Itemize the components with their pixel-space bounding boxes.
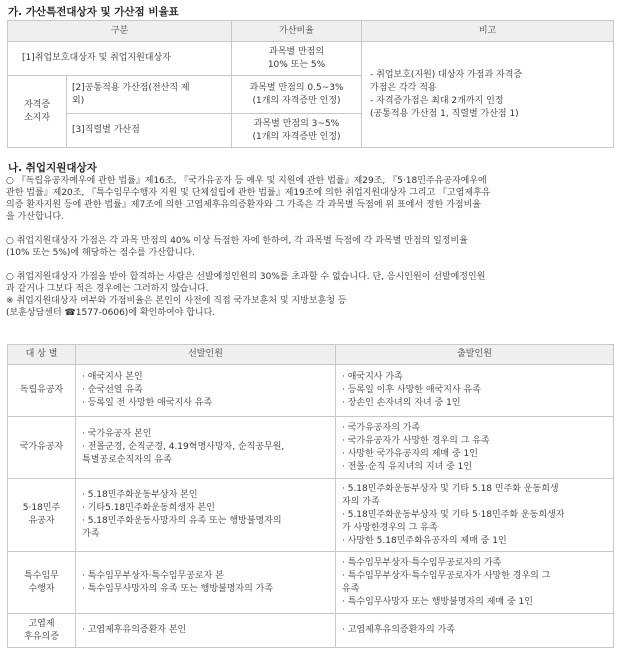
row-common-bonus-label: [2]공통적용 가산점(전산직 제 외) (67, 76, 232, 114)
paragraph-line: 의증 환자지원 등에 관한 법률』제7조에 의한 고엽제후유의증환자와 그 가족은 각 과목별 득점에 위 표에서 정한 가점비율 (6, 200, 481, 210)
paragraph-line: 관한 법률』제20조, 『특수임무수행자 지원 및 단체설립에 관한 법률』제19조에 의한 취업지원대상자 그리고 『고엽제후유 (6, 188, 491, 198)
header-note: 비고 (362, 21, 614, 42)
paragraph-spacer (6, 223, 612, 235)
paragraph-line: (보훈상담센터 ☎1577-0606)에 확인하여야 합니다. (6, 308, 216, 318)
row-selected-cell: · 고엽제후유의증환자 본인 (76, 614, 336, 648)
row-label: 국가유공자 (8, 417, 76, 479)
row-origin-cell: · 5.18민주화운동부상자 및 기타 5.18 민주화 운동희생 자의 가족 · 5.18민주화운동부상자 및 기타 5·18민주화 운동희생자 가 사망한경우의 그 유족 · 사망한 5.18민주화유공자의 제매 중 1인 (336, 479, 614, 552)
header-selected: 선발인원 (76, 345, 336, 365)
bonus-ratio-table (7, 20, 614, 148)
header-target: 대 상 별 (8, 345, 76, 365)
bonus-note: - 취업보호(지원) 대상자 가점과 자격증 가점은 각각 적용 - 자격증가점은 최대 2개까지 인정 (공통적용 가산점 1, 직렬별 가산점 1) (362, 42, 614, 148)
paragraph-line: ※ 취업지원대상자 여부와 가점비율은 본인이 사전에 직접 국가보훈처 및 지방보훈청 등 (6, 296, 347, 306)
row-selected-cell: · 국가유공자 본인 · 전몰군경, 순직군경, 4.19혁명사망자, 순직공무원, 특별공로순직자의 유족 (76, 417, 336, 479)
table-row (8, 365, 614, 417)
row-employment-protection-label: [1]취업보호대상자 및 취업지원대상자 (8, 42, 232, 76)
paragraph-line: 을 가산합니다. (6, 212, 64, 222)
row-origin-cell: · 특수임무부상자·특수임무공로자의 가족 · 특수임무부상자·특수임무공로자가 사망한 경우의 그 유족 · 특수임무사망자 또는 행방불명자의 제매 중 1인 (336, 552, 614, 614)
section-a-title: 가. 가산특전대상자 및 가산점 비율표 (8, 6, 179, 18)
header-ratio: 가산비율 (232, 21, 362, 42)
row-common-bonus-ratio: 과목별 만점의 0.5~3% (1개의 자격증만 인정) (232, 76, 362, 114)
row-selected-cell: · 특수임무부상자·특수임무공로자 본 · 특수임무사망자의 유족 또는 행방불명자의 가족 (76, 552, 336, 614)
header-category: 구분 (8, 21, 232, 42)
row-origin-cell: · 국가유공자의 가족 · 국가유공자가 사망한 경우의 그 유족 · 사망한 국가유공자의 제매 중 1인 · 전몰·순직 유지녀의 지녀 중 1인 (336, 417, 614, 479)
section-b-title: 나. 취업지원대상자 (8, 162, 97, 174)
section-b-paragraphs (6, 175, 612, 319)
row-employment-protection-ratio: 과목별 만점의 10% 또는 5% (232, 42, 362, 76)
paragraph-line: ○ 취업지원대상자 가점을 받아 합격하는 사람은 선발예정인원의 30%를 초과할 수 없습니다. 단, 응시인원이 선발예정인원 (6, 272, 486, 282)
row-selected-cell: · 5.18민주화운동부상자 본인 · 기타5.18민주화운동희생자 본인 · 5.18민주화운동사망자의 유족 또는 행방불명자의 가족 (76, 479, 336, 552)
table-row (8, 479, 614, 552)
paragraph-line: 과 같거나 그보다 적은 경우에는 그러하지 않습니다. (6, 284, 209, 294)
paragraph-line: (10% 또는 5%)에 해당하는 점수를 가산합니다. (6, 248, 195, 258)
row-label: 5·18민주 유공자 (8, 479, 76, 552)
row-label: 고엽제 후유의증 (8, 614, 76, 648)
header-origin: 출발인원 (336, 345, 614, 365)
table-row (8, 614, 614, 648)
paragraph-line: ○ 취업지원대상자 가점은 각 과목 만점의 40% 이상 득점한 자에 한하여, 각 과목별 득점에 각 과목별 만점의 일정비율 (6, 236, 468, 246)
eligibility-table (7, 344, 614, 648)
row-selected-cell: · 애국지사 본인 · 순국선열 유족 · 등록일 전 사망한 애국지사 유족 (76, 365, 336, 417)
row-label: 독립유공자 (8, 365, 76, 417)
row-job-series-bonus-ratio: 과목별 만점의 3~5% (1개의 자격증만 인정) (232, 114, 362, 148)
paragraph-spacer (6, 259, 612, 271)
row-label: 특수임무 수행자 (8, 552, 76, 614)
certificate-holder-label: 자격증 소지자 (8, 76, 67, 148)
paragraph-line: ○ 『독립유공자예우에 관한 법률』제16조, 『국가유공자 등 예우 및 지원에 관한 법률』제29조, 『5·18민주유공자예우에 (6, 176, 487, 186)
table-row (8, 417, 614, 479)
row-job-series-bonus-label: [3]직렬별 가산점 (67, 114, 232, 148)
row-origin-cell: · 고엽제후유의증환자의 가족 (336, 614, 614, 648)
table-row (8, 552, 614, 614)
row-origin-cell: · 애국지사 가족 · 등록일 이후 사망한 애국지사 유족 · 장손인 손자녀의 자녀 중 1인 (336, 365, 614, 417)
